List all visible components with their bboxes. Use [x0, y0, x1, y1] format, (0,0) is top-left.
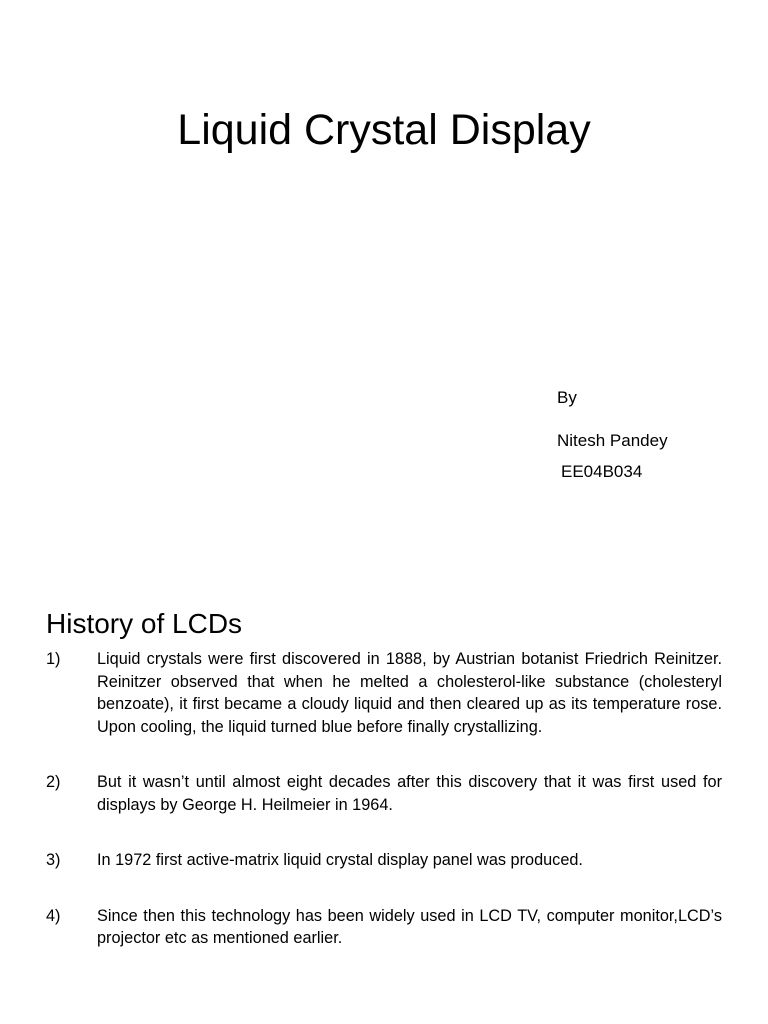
item-number: 2) [46, 773, 61, 791]
list-item [46, 648, 722, 738]
item-number: 4) [46, 906, 61, 925]
history-list [46, 648, 722, 950]
item-text: In 1972 first active-matrix liquid crystal display panel was produced. [97, 851, 583, 869]
roll-number: EE04B034 [561, 462, 643, 481]
item-number: 3) [46, 851, 61, 869]
by-label: By [557, 388, 577, 407]
list-item [46, 905, 722, 950]
list-item [46, 771, 722, 816]
history-heading: History of LCDs [46, 608, 243, 639]
item-text: But it wasn’t until almost eight decades after this discovery that it was first used for displays by George H. Heilmeier in 1964. [97, 773, 722, 814]
item-text: Liquid crystals were first discovered in 1888, by Austrian botanist Friedrich Reinitzer. Reinitzer observed that when he melted a cholesterol-like substance (cholesteryl benzoate), it first became a cloudy liquid and then cleared up as its temperature rose. Upon cooling, the liquid turned blue before finally crystallizing. [97, 650, 722, 736]
author-name: Nitesh Pandey [557, 431, 668, 450]
item-number: 1) [46, 650, 61, 668]
history-slide [0, 580, 768, 1024]
item-text: Since then this technology has been widely used in LCD TV, computer monitor,LCD’s projector etc as mentioned earlier. [97, 906, 722, 947]
slide-title: Liquid Crystal Display [177, 106, 591, 154]
list-item [46, 849, 722, 872]
